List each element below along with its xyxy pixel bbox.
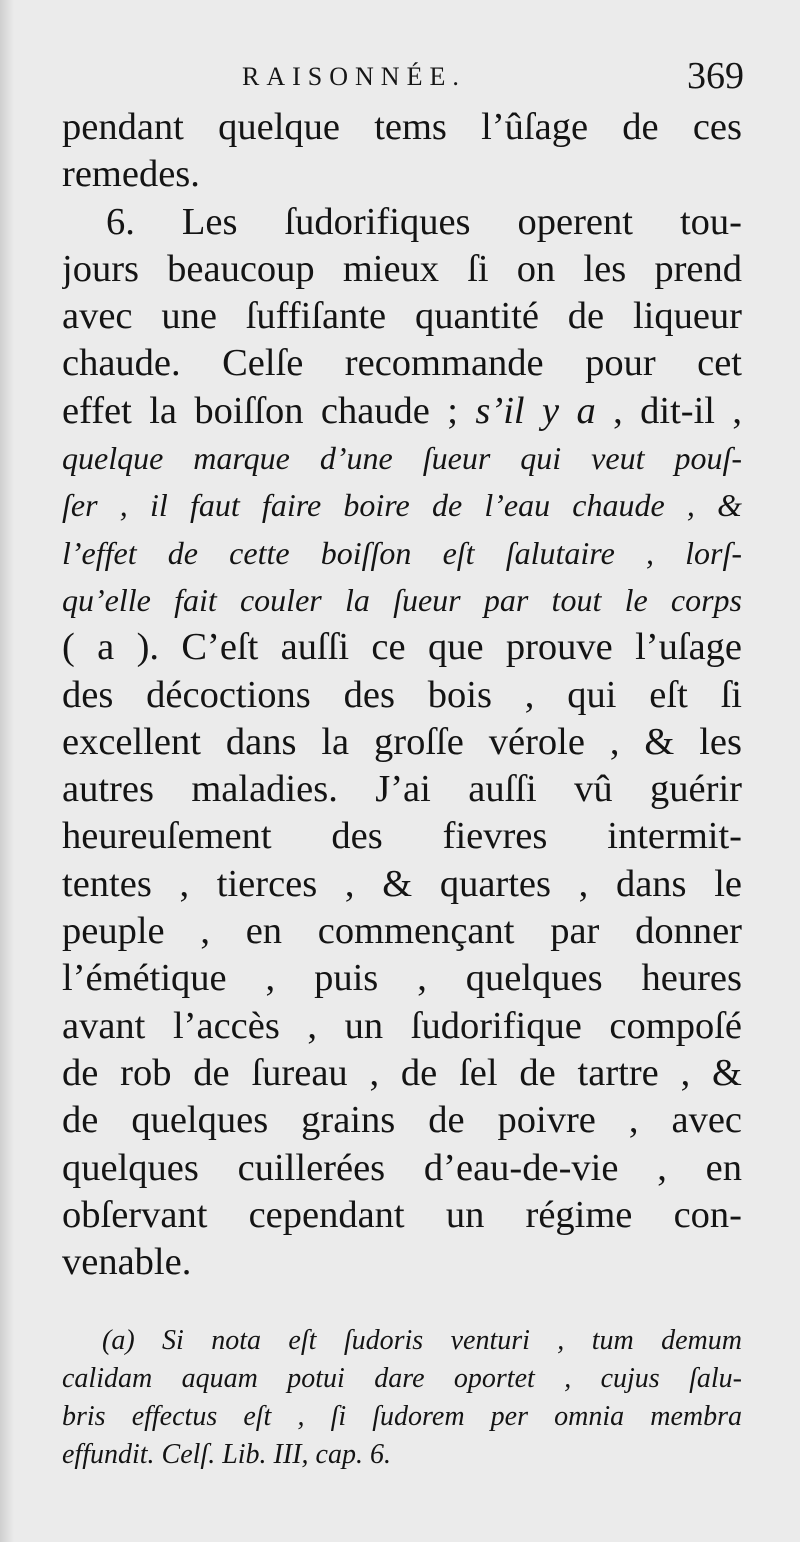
text-line: 6. Les ſudorifiques operent tou- <box>106 200 742 243</box>
text-line: l’effet de cette boiſſon eſt ſalutaire , lorſ- <box>62 534 742 571</box>
text-line: peuple , en commençant par donner <box>62 910 742 953</box>
text-line: quelques cuillerées d’eau-de-vie , en <box>62 1146 742 1189</box>
text-line: autres maladies. J’ai auſſi vû guérir <box>62 768 742 811</box>
footnote-line: calidam aquam potui dare oportet , cujus ſalu- <box>62 1363 742 1394</box>
text-line: jours beaucoup mieux ſi on les prend <box>62 247 742 290</box>
text-line: avec une ſuffiſante quantité de liqueur <box>62 295 742 338</box>
text-line: avant l’accès , un ſudorifique compoſé <box>62 1004 742 1047</box>
footnote-line: (a) Si nota eſt ſudoris venturi , tum demum <box>102 1325 742 1356</box>
text-line-mixed <box>62 388 742 435</box>
text-line: heureuſement des fievres intermit- <box>62 815 742 858</box>
page-number: 369 <box>687 55 744 97</box>
text-line: quelque marque d’une ſueur qui veut pouſ- <box>62 440 742 477</box>
text-line: chaude. Celſe recommande pour cet <box>62 342 742 385</box>
footnote <box>62 1322 742 1474</box>
body-text <box>62 104 742 1286</box>
text-line: remedes. <box>62 153 200 196</box>
footnote-line: effundit. Celſ. Lib. III, cap. 6. <box>62 1439 391 1470</box>
footnote-line: bris effectus eſt , ſi ſudorem per omnia membra <box>62 1401 742 1432</box>
text-line: pendant quelque tems l’ûſage de ces <box>62 106 742 148</box>
text-line: de rob de ſureau , de ſel de tartre , & <box>62 1051 742 1094</box>
text-line: tentes , tierces , & quartes , dans le <box>62 862 742 905</box>
running-head: RAISONNÉE. <box>242 62 466 91</box>
italic-segment: s’il y a <box>475 389 596 432</box>
page-header <box>62 56 744 106</box>
text-line: ſer , il faut faire boire de l’eau chaude , & <box>62 487 742 524</box>
text-line: des décoctions des bois , qui eſt ſi <box>62 673 742 716</box>
text-line: venable. <box>62 1241 192 1284</box>
text-line: qu’elle fait couler la ſueur par tout le corps <box>62 581 742 618</box>
text-line: ( a ). C’eſt auſſi ce que prouve l’uſage <box>62 626 742 669</box>
text-line: obſervant cependant un régime con- <box>62 1193 742 1236</box>
text-segment: , dit-il , <box>613 389 742 432</box>
text-line: l’émétique , puis , quelques heures <box>62 957 742 1000</box>
text-line: excellent dans la groſſe vérole , & les <box>62 720 742 763</box>
text-line: de quelques grains de poivre , avec <box>62 1099 742 1142</box>
text-segment: effet la boiſſon chaude ; <box>62 389 458 432</box>
